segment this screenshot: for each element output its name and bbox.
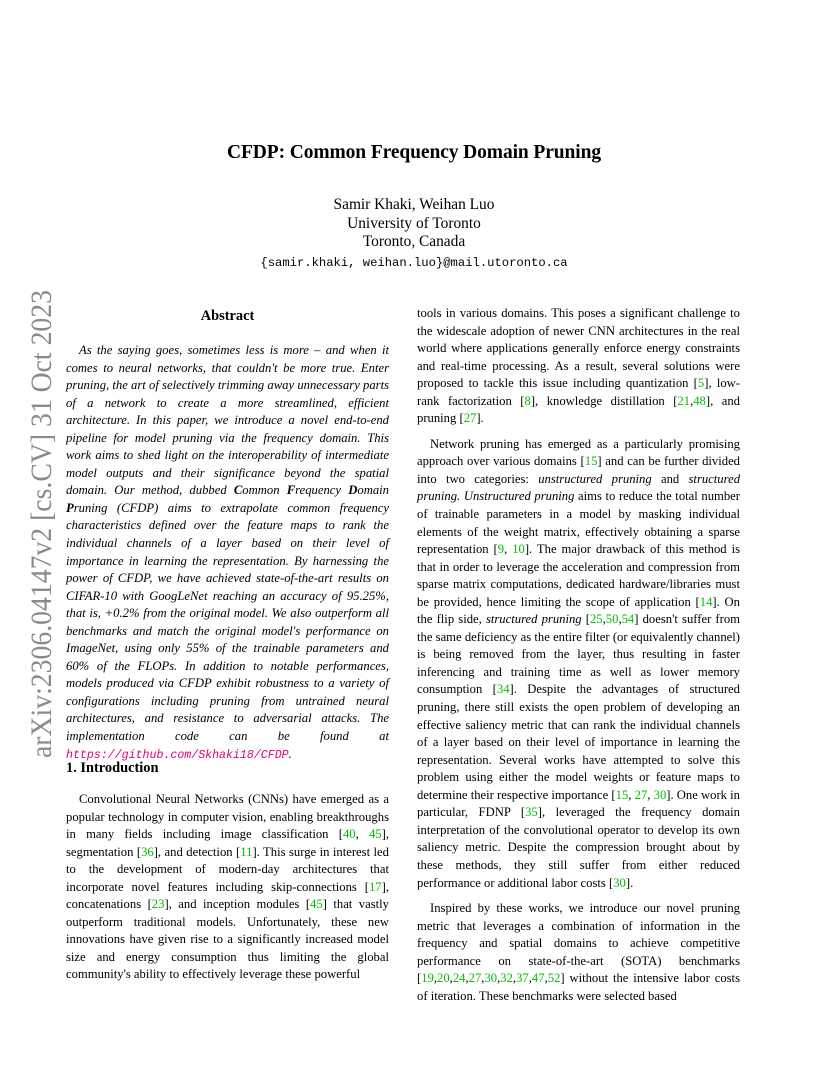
- citation-link[interactable]: 27: [463, 411, 477, 426]
- citation-link[interactable]: 32: [500, 971, 513, 986]
- citation-link[interactable]: 8: [524, 393, 531, 408]
- citation-link[interactable]: 34: [496, 682, 510, 697]
- citation-link[interactable]: 45: [368, 827, 382, 842]
- citation-link[interactable]: 20: [437, 971, 450, 986]
- citation-link[interactable]: 23: [151, 897, 165, 912]
- citation-link[interactable]: 45: [310, 897, 323, 912]
- location: Toronto, Canada: [362, 233, 466, 250]
- author-names: Samir Khaki, Weihan Luo: [333, 196, 495, 213]
- arxiv-sidebar-svg: [13, 290, 61, 760]
- citation-link[interactable]: 15: [615, 787, 629, 802]
- right-paragraph-2: Network pruning has emerged as a particularly promising approach over various domains [15] and can be further divided into two categories: unstructured pruning and structured pruning. Unstructured pruning aims to reduce the total number of trainable parameters in a model by masking individual elements of the weight matrix, effectively obtaining a sparse representation [9, 10]. The major drawback of this method is that in order to leverage the acceleration and compression from sparse matrix computations, dedicated hardware/libraries must be provided, hence limiting the scope of application [14]. On the flip side, structured pruning [25,50,54] doesn't suffer from the same deficiency as the entire filter (or equivalently channel) is being removed from the layer, thus resulting in faster inferencing and training time as well as lower memory consumption [34]. Despite the advantages of structured pruning, there still exists the open problem of developing an effective saliency metric that can rank the individual channels of a layer based on their level of importance in learning the representation. Several works have attempted to solve this problem using either the model weights or feature maps to determine their respective importance [15, 27, 30]. One work in particular, FDNP [35], leveraged the frequency domain interpretation of the convolutional operator to develop its own saliency metric. Despite the compression brought about by these methods, they still suffer from either reduced performance or additional labor costs [30].: [417, 436, 741, 890]
- citation-link[interactable]: 47: [531, 971, 545, 986]
- arxiv-identifier: arXiv:2306.04147v2 [cs.CV] 31 Oct 2023: [25, 290, 58, 758]
- section-heading-introduction: 1. Introduction: [66, 760, 159, 776]
- citation-link[interactable]: 5: [697, 376, 705, 391]
- citation-link[interactable]: 54: [621, 612, 635, 627]
- citation-link[interactable]: 35: [525, 805, 538, 820]
- citation-link[interactable]: 27: [468, 971, 482, 986]
- citation-link[interactable]: 24: [452, 971, 466, 986]
- citation-link[interactable]: 11: [240, 844, 253, 859]
- affiliation: University of Toronto: [347, 214, 481, 232]
- citation-link[interactable]: 40: [342, 827, 356, 842]
- citation-link[interactable]: 10: [512, 542, 525, 557]
- citation-link[interactable]: 52: [547, 971, 561, 986]
- citation-link[interactable]: 17: [368, 879, 382, 894]
- abstract-body: [66, 342, 389, 764]
- citation-link[interactable]: 30: [653, 787, 667, 802]
- citation-link[interactable]: 21: [677, 393, 691, 408]
- abstract-heading: Abstract: [200, 308, 255, 324]
- right-column-body: [417, 305, 740, 1005]
- citation-link[interactable]: 14: [699, 594, 713, 609]
- right-paragraph-1: tools in various domains. This poses a significant challenge to the widescale adoption of newer CNN architectures in the real world where applications generally enforce energy constraints and real-time processing. As a result, several solutions were proposed to tackle this issue including quantization [5], low-rank factorization [8], knowledge distillation [21,48], and pruning [27].: [417, 306, 740, 426]
- paper-title: CFDP: Common Frequency Domain Pruning: [226, 142, 602, 163]
- citation-link[interactable]: 15: [584, 454, 598, 469]
- introduction-body: [66, 791, 389, 984]
- code-link[interactable]: https://github.com/Skhaki18/CFDP: [66, 748, 289, 762]
- citation-link[interactable]: 30: [613, 875, 626, 890]
- abstract-paragraph: As the saying goes, sometimes less is more – and when it comes to neural networks, that couldn't be more true. Enter pruning, the art of selectively trimming away unnecessary parts of a network to create a more streamlined, efficient architecture. In this paper, we introduce a novel end-to-end pipeline for model pruning via the frequency domain. This work aims to shed light on the interoperability of intermediate model outputs and their significance beyond the spatial domain. Our method, dubbed Common Frequency Domain Pruning (CFDP) aims to extrapolate common frequency characteristics defined over the feature maps to rank the individual channels of a layer based on their level of importance in learning the representation. By harnessing the power of CFDP, we have achieved state-of-the-art results on CIFAR-10 with GoogLeNet reaching an accuracy of 95.25%, that is, +0.2% from the original model. We also outperform all benchmarks and match the original model's performance on ImageNet, using only 55% of the trainable parameters and 60% of the FLOPs. In addition to notable performances, models produced via CFDP exhibit robustness to a variety of configurations including pruning from untrained neural architectures, and resistance to adversarial attacks. The implementation code can be found at https://github.com/Skhaki18/CFDP.: [66, 343, 389, 762]
- intro-paragraph: Convolutional Neural Networks (CNNs) have emerged as a popular technology in computer vision, enabling breakthroughs in many fields including image classification [40, 45], segmentation [36], and detection [11]. This surge in interest led to the development of modern-day architectures that incorporate novel features including skip-connections [17], concatenations [23], and inception modules [45] that vastly outperform traditional models. Unfortunately, these new innovations have given rise to a significantly increased model size and energy consumption thus limiting the global community's ability to effectively leverage these powerful: [66, 792, 389, 982]
- author-block: [0, 196, 828, 252]
- citation-link[interactable]: 50: [605, 612, 619, 627]
- citation-link[interactable]: 48: [693, 393, 706, 408]
- citation-link[interactable]: 30: [484, 971, 498, 986]
- arxiv-sidebar: [13, 290, 61, 760]
- citation-link[interactable]: 25: [589, 612, 603, 627]
- citation-link[interactable]: 19: [421, 971, 434, 986]
- citation-link[interactable]: 9: [497, 542, 505, 557]
- right-paragraph-3: Inspired by these works, we introduce our novel pruning metric that leverages a combination of information in the frequency and spatial domains to achieve competitive performance on state-of-the-art (SOTA) benchmarks [19,20,24,27,30,32,37,47,52] without the intensive labor costs of iteration. These benchmarks were selected based: [417, 901, 740, 1003]
- author-email: {samir.khaki, weihan.luo}@mail.utoronto.ca: [260, 256, 568, 270]
- citation-link[interactable]: 36: [141, 844, 154, 859]
- citation-link[interactable]: 37: [516, 971, 529, 986]
- citation-link[interactable]: 27: [634, 787, 648, 802]
